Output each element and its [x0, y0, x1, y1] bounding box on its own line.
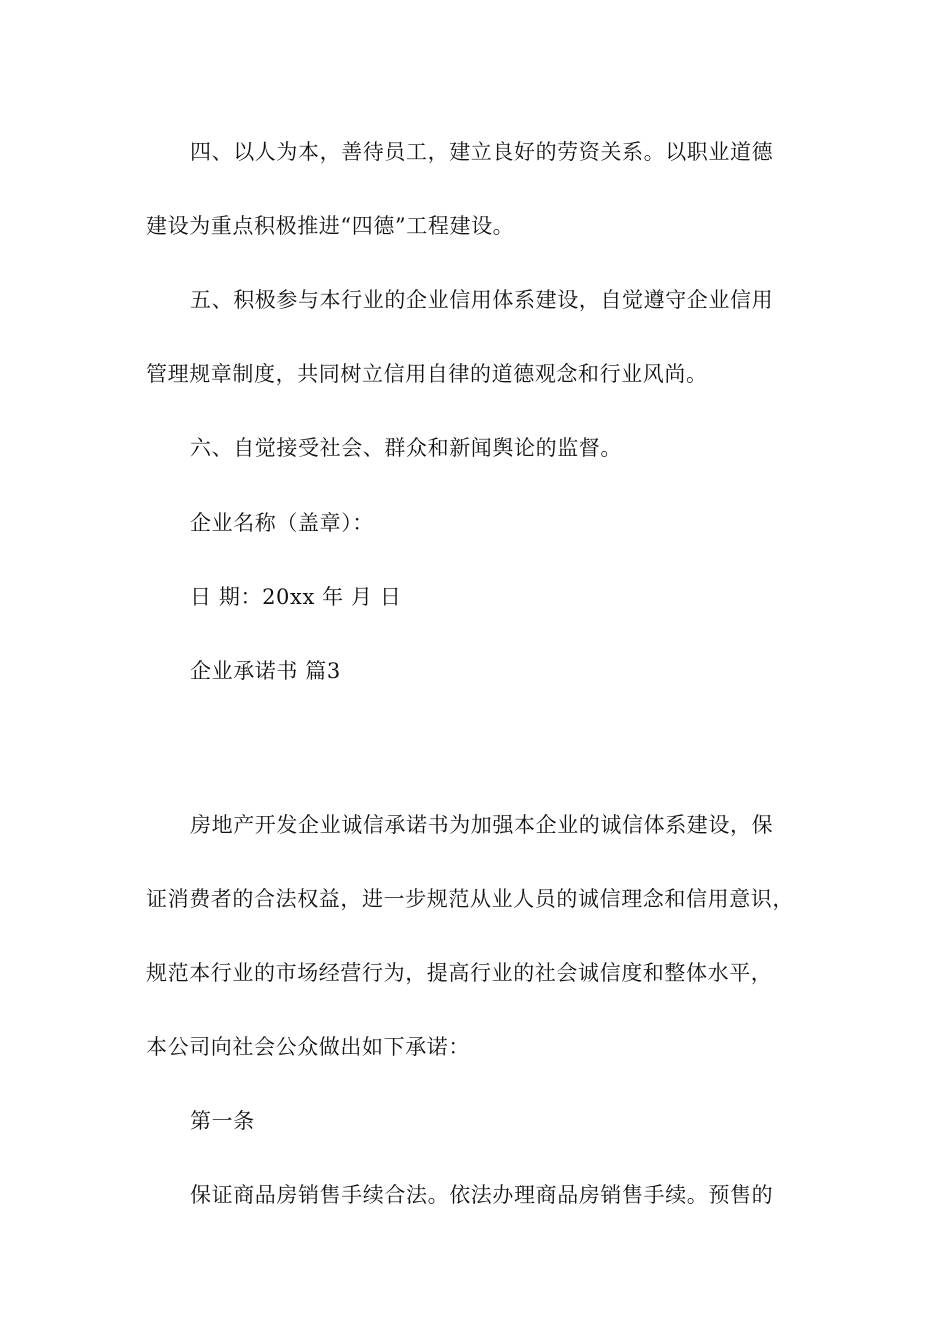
- article-one-heading: 第一条: [190, 1109, 255, 1133]
- intro-line-1: 房地产开发企业诚信承诺书为加强本企业的诚信体系建设，保: [190, 813, 774, 837]
- company-name-field: 企业名称（盖章）：: [190, 511, 374, 535]
- section-title: 企业承诺书 篇3: [190, 659, 341, 683]
- paragraph-four-line-2: 建设为重点积极推进“四德”工程建设。: [146, 214, 515, 238]
- paragraph-five-line-1: 五、积极参与本行业的企业信用体系建设，自觉遵守企业信用: [190, 288, 774, 312]
- paragraph-six: 六、自觉接受社会、群众和新闻舆论的监督。: [190, 436, 622, 460]
- article-one-text: 保证商品房销售手续合法。依法办理商品房销售手续。预售的: [190, 1183, 774, 1207]
- intro-line-4: 本公司向社会公众做出如下承诺：: [146, 1035, 470, 1059]
- date-field: 日 期：20xx 年 月 日: [190, 585, 402, 609]
- paragraph-four-line-1: 四、以人为本，善待员工，建立良好的劳资关系。以职业道德: [190, 140, 774, 164]
- intro-line-3: 规范本行业的市场经营行为，提高行业的社会诚信度和整体水平，: [146, 961, 773, 985]
- paragraph-five-line-2: 管理规章制度，共同树立信用自律的道德观念和行业风尚。: [146, 362, 708, 386]
- intro-line-2: 证消费者的合法权益，进一步规范从业人员的诚信理念和信用意识，: [146, 887, 794, 911]
